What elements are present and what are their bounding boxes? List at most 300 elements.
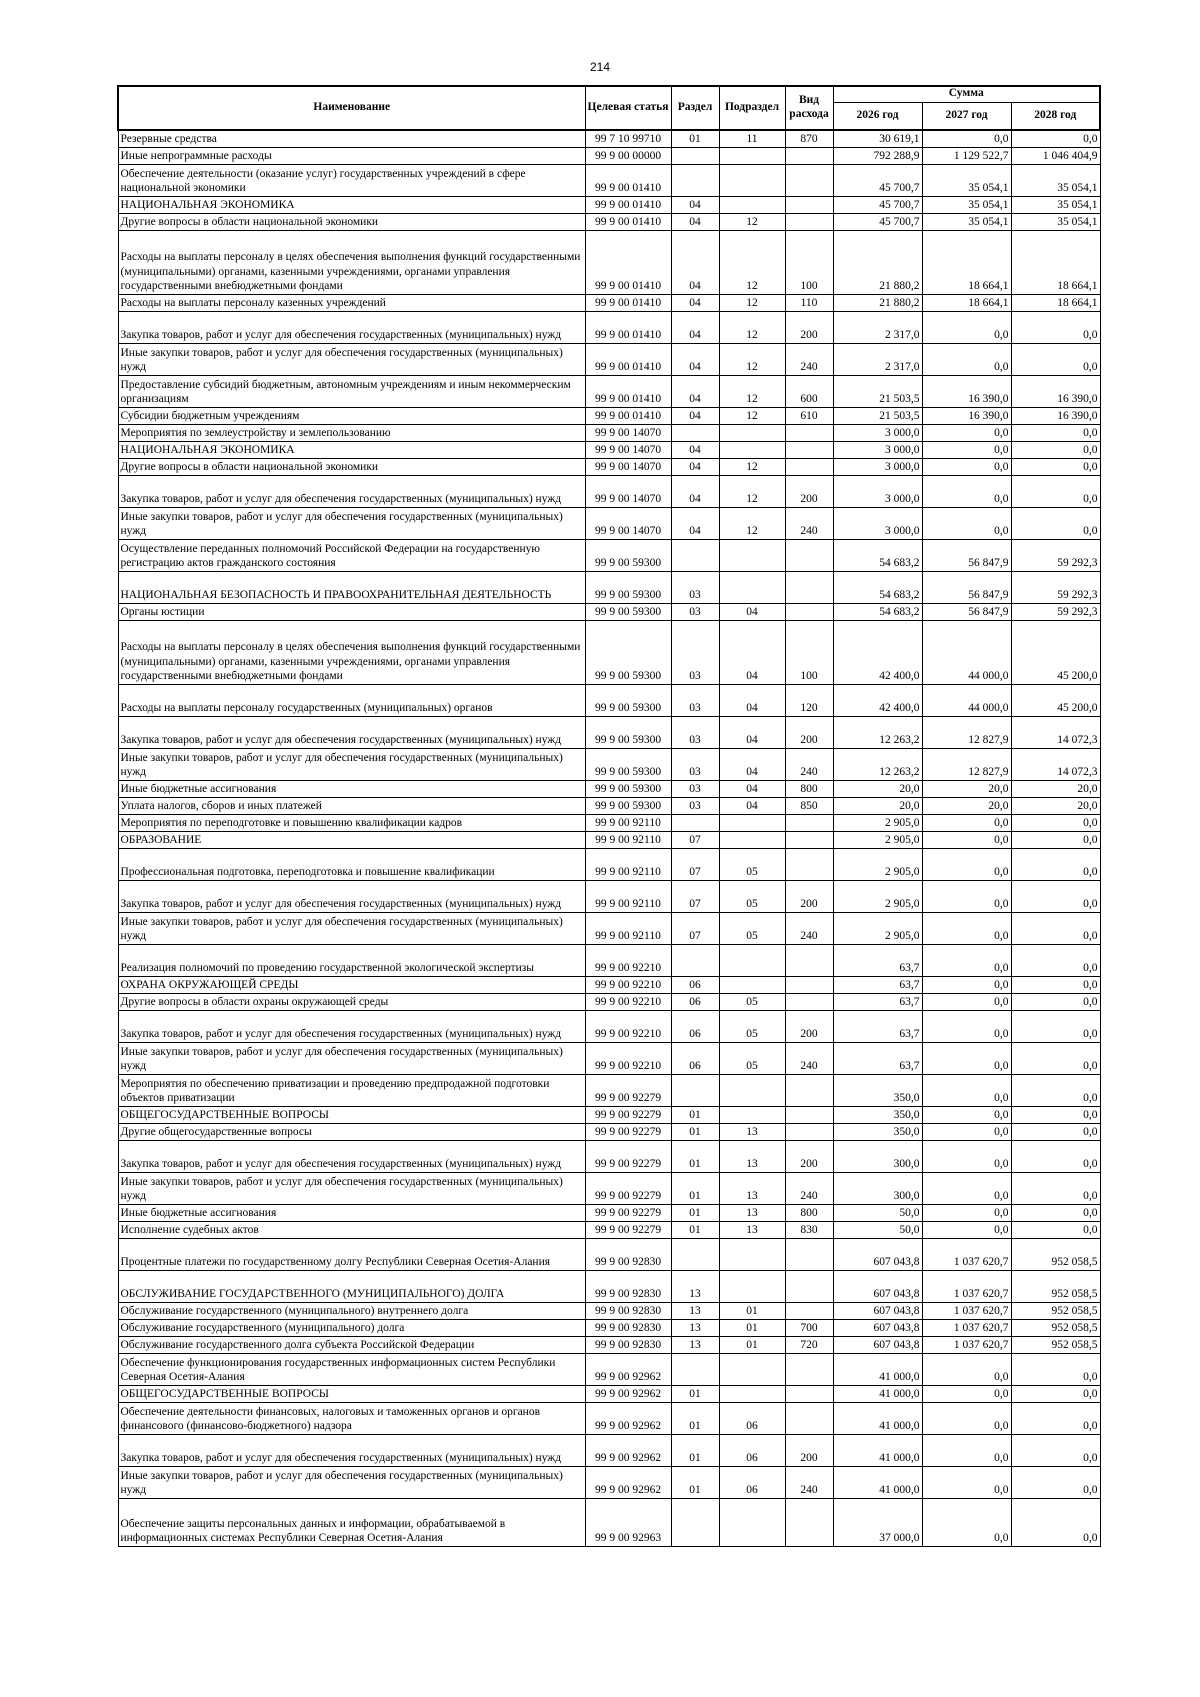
table-row	[118, 1466, 1100, 1498]
row-razdel: 03	[671, 620, 719, 684]
row-name: Исполнение судебных актов	[118, 1221, 585, 1238]
row-razdel: 04	[671, 458, 719, 475]
row-sum-2027: 20,0	[922, 797, 1011, 814]
row-sum-2027: 0,0	[922, 1434, 1011, 1466]
row-razdel: 03	[671, 748, 719, 780]
row-target-code: 99 9 00 01410	[585, 375, 671, 407]
row-sum-2028: 0,0	[1011, 1204, 1100, 1221]
row-vid	[785, 571, 833, 603]
row-vid	[785, 848, 833, 880]
row-sum-2028: 20,0	[1011, 797, 1100, 814]
row-name: Предоставление субсидий бюджетным, автономным учреждениям и иным некоммерческим организациям	[118, 375, 585, 407]
table-row	[118, 407, 1100, 424]
row-sum-2028: 0,0	[1011, 831, 1100, 848]
row-podrazdel: 12	[719, 230, 785, 294]
header-vid: Вид расхода	[785, 86, 833, 130]
row-sum-2026: 300,0	[833, 1172, 922, 1204]
row-podrazdel	[719, 814, 785, 831]
header-2028: 2028 год	[1011, 102, 1100, 130]
row-sum-2027: 0,0	[922, 343, 1011, 375]
table-row	[118, 164, 1100, 196]
table-row	[118, 944, 1100, 976]
row-sum-2028: 0,0	[1011, 814, 1100, 831]
row-sum-2026: 607 043,8	[833, 1319, 922, 1336]
row-sum-2027: 1 129 522,7	[922, 147, 1011, 164]
row-name: Закупка товаров, работ и услуг для обеспечения государственных (муниципальных) нужд	[118, 311, 585, 343]
row-sum-2027: 35 054,1	[922, 164, 1011, 196]
row-razdel: 01	[671, 1466, 719, 1498]
row-sum-2027: 35 054,1	[922, 213, 1011, 230]
table-row	[118, 1106, 1100, 1123]
row-podrazdel: 13	[719, 1204, 785, 1221]
row-target-code: 99 9 00 59300	[585, 620, 671, 684]
row-razdel: 06	[671, 1010, 719, 1042]
row-sum-2026: 42 400,0	[833, 620, 922, 684]
row-sum-2026: 63,7	[833, 993, 922, 1010]
row-target-code: 99 9 00 92830	[585, 1270, 671, 1302]
row-podrazdel: 12	[719, 458, 785, 475]
row-podrazdel: 06	[719, 1466, 785, 1498]
table-row	[118, 1172, 1100, 1204]
row-razdel: 04	[671, 311, 719, 343]
row-vid	[785, 458, 833, 475]
header-2026: 2026 год	[833, 102, 922, 130]
row-razdel: 06	[671, 993, 719, 1010]
row-vid: 200	[785, 1434, 833, 1466]
row-sum-2028: 20,0	[1011, 780, 1100, 797]
row-podrazdel	[719, 1498, 785, 1546]
row-name: ОБЩЕГОСУДАРСТВЕННЫЕ ВОПРОСЫ	[118, 1385, 585, 1402]
row-name: НАЦИОНАЛЬНАЯ БЕЗОПАСНОСТЬ И ПРАВООХРАНИТЕЛЬНАЯ ДЕЯТЕЛЬНОСТЬ	[118, 571, 585, 603]
row-sum-2028: 0,0	[1011, 993, 1100, 1010]
row-razdel: 07	[671, 831, 719, 848]
row-vid	[785, 424, 833, 441]
table-row	[118, 213, 1100, 230]
header-name: Наименование	[118, 86, 585, 130]
row-vid	[785, 1238, 833, 1270]
row-sum-2027: 12 827,9	[922, 716, 1011, 748]
row-vid	[785, 1270, 833, 1302]
row-podrazdel: 04	[719, 620, 785, 684]
row-sum-2026: 50,0	[833, 1221, 922, 1238]
row-vid	[785, 1302, 833, 1319]
row-name: Обеспечение защиты персональных данных и информации, обрабатываемой в информационных системах Республики Северная Осетия-Алания	[118, 1498, 585, 1546]
row-sum-2028: 0,0	[1011, 1402, 1100, 1434]
row-razdel: 03	[671, 797, 719, 814]
row-name: Субсидии бюджетным учреждениям	[118, 407, 585, 424]
row-vid: 870	[785, 130, 833, 147]
row-sum-2028: 35 054,1	[1011, 164, 1100, 196]
budget-table	[117, 85, 1101, 1547]
row-vid: 100	[785, 620, 833, 684]
row-sum-2027: 0,0	[922, 1385, 1011, 1402]
table-row	[118, 1402, 1100, 1434]
row-sum-2027: 16 390,0	[922, 375, 1011, 407]
row-target-code: 99 9 00 92962	[585, 1434, 671, 1466]
table-row	[118, 1221, 1100, 1238]
row-name: Расходы на выплаты персоналу казенных учреждений	[118, 294, 585, 311]
row-name: Закупка товаров, работ и услуг для обеспечения государственных (муниципальных) нужд	[118, 1434, 585, 1466]
row-target-code: 99 9 00 01410	[585, 164, 671, 196]
row-vid	[785, 441, 833, 458]
row-razdel: 03	[671, 684, 719, 716]
row-name: Закупка товаров, работ и услуг для обеспечения государственных (муниципальных) нужд	[118, 716, 585, 748]
table-row	[118, 441, 1100, 458]
table-row	[118, 976, 1100, 993]
table-row	[118, 1353, 1100, 1385]
row-razdel	[671, 1074, 719, 1106]
row-target-code: 99 9 00 01410	[585, 213, 671, 230]
row-razdel: 07	[671, 912, 719, 944]
row-sum-2027: 0,0	[922, 1140, 1011, 1172]
row-name: Процентные платежи по государственному долгу Республики Северная Осетия-Алания	[118, 1238, 585, 1270]
row-name: Иные бюджетные ассигнования	[118, 1204, 585, 1221]
row-sum-2027: 0,0	[922, 1466, 1011, 1498]
table-row	[118, 603, 1100, 620]
table-row	[118, 424, 1100, 441]
row-name: Закупка товаров, работ и услуг для обеспечения государственных (муниципальных) нужд	[118, 1140, 585, 1172]
row-target-code: 99 9 00 92279	[585, 1123, 671, 1140]
row-target-code: 99 9 00 92962	[585, 1385, 671, 1402]
row-sum-2027: 18 664,1	[922, 294, 1011, 311]
row-name: Закупка товаров, работ и услуг для обеспечения государственных (муниципальных) нужд	[118, 475, 585, 507]
row-razdel: 01	[671, 1402, 719, 1434]
row-razdel: 04	[671, 375, 719, 407]
row-vid	[785, 1385, 833, 1402]
table-row	[118, 1140, 1100, 1172]
row-podrazdel	[719, 1270, 785, 1302]
row-sum-2026: 2 905,0	[833, 848, 922, 880]
row-name: Иные непрограммные расходы	[118, 147, 585, 164]
row-target-code: 99 9 00 59300	[585, 780, 671, 797]
row-name: ОБЩЕГОСУДАРСТВЕННЫЕ ВОПРОСЫ	[118, 1106, 585, 1123]
row-name: Другие вопросы в области охраны окружающей среды	[118, 993, 585, 1010]
row-razdel: 07	[671, 848, 719, 880]
row-vid	[785, 196, 833, 213]
row-razdel	[671, 814, 719, 831]
row-target-code: 99 9 00 92210	[585, 993, 671, 1010]
row-sum-2026: 41 000,0	[833, 1434, 922, 1466]
table-row	[118, 620, 1100, 684]
table-row	[118, 1270, 1100, 1302]
row-target-code: 99 9 00 92210	[585, 976, 671, 993]
row-sum-2026: 50,0	[833, 1204, 922, 1221]
row-vid	[785, 603, 833, 620]
row-sum-2028: 0,0	[1011, 1353, 1100, 1385]
row-name: НАЦИОНАЛЬНАЯ ЭКОНОМИКА	[118, 441, 585, 458]
row-podrazdel	[719, 424, 785, 441]
row-sum-2026: 3 000,0	[833, 475, 922, 507]
row-name: Мероприятия по переподготовке и повышению квалификации кадров	[118, 814, 585, 831]
row-name: Иные бюджетные ассигнования	[118, 780, 585, 797]
row-vid	[785, 147, 833, 164]
row-vid: 610	[785, 407, 833, 424]
table-row	[118, 1204, 1100, 1221]
row-target-code: 99 9 00 92279	[585, 1172, 671, 1204]
row-sum-2026: 21 880,2	[833, 294, 922, 311]
row-razdel: 03	[671, 603, 719, 620]
table-row	[118, 539, 1100, 571]
row-sum-2028: 18 664,1	[1011, 230, 1100, 294]
row-sum-2028: 16 390,0	[1011, 407, 1100, 424]
row-sum-2026: 3 000,0	[833, 458, 922, 475]
row-razdel: 13	[671, 1302, 719, 1319]
table-row	[118, 1074, 1100, 1106]
row-name: Обеспечение функционирования государственных информационных систем Республики Северная Осетия-Алания	[118, 1353, 585, 1385]
row-podrazdel	[719, 196, 785, 213]
table-row	[118, 797, 1100, 814]
row-razdel: 13	[671, 1270, 719, 1302]
row-vid: 240	[785, 748, 833, 780]
row-target-code: 99 9 00 01410	[585, 230, 671, 294]
row-sum-2028: 0,0	[1011, 1106, 1100, 1123]
row-sum-2026: 12 263,2	[833, 716, 922, 748]
row-razdel: 04	[671, 441, 719, 458]
row-vid: 240	[785, 1466, 833, 1498]
row-razdel: 04	[671, 407, 719, 424]
row-name: ОХРАНА ОКРУЖАЮЩЕЙ СРЕДЫ	[118, 976, 585, 993]
row-sum-2027: 0,0	[922, 831, 1011, 848]
row-podrazdel: 05	[719, 912, 785, 944]
row-razdel: 03	[671, 780, 719, 797]
row-sum-2026: 2 905,0	[833, 912, 922, 944]
row-podrazdel	[719, 1238, 785, 1270]
table-row	[118, 375, 1100, 407]
row-sum-2027: 0,0	[922, 1010, 1011, 1042]
row-sum-2027: 56 847,9	[922, 539, 1011, 571]
row-vid: 720	[785, 1336, 833, 1353]
row-sum-2027: 56 847,9	[922, 603, 1011, 620]
row-sum-2028: 0,0	[1011, 343, 1100, 375]
row-target-code: 99 9 00 59300	[585, 716, 671, 748]
row-vid: 850	[785, 797, 833, 814]
row-sum-2028: 0,0	[1011, 944, 1100, 976]
table-row	[118, 684, 1100, 716]
row-target-code: 99 9 00 92110	[585, 831, 671, 848]
row-razdel: 01	[671, 1221, 719, 1238]
row-sum-2026: 20,0	[833, 780, 922, 797]
row-vid	[785, 539, 833, 571]
row-vid	[785, 831, 833, 848]
row-sum-2026: 63,7	[833, 1042, 922, 1074]
row-sum-2026: 30 619,1	[833, 130, 922, 147]
row-podrazdel: 11	[719, 130, 785, 147]
row-podrazdel: 12	[719, 375, 785, 407]
row-sum-2026: 607 043,8	[833, 1336, 922, 1353]
row-sum-2028: 0,0	[1011, 130, 1100, 147]
row-sum-2026: 42 400,0	[833, 684, 922, 716]
row-vid: 800	[785, 1204, 833, 1221]
row-vid	[785, 164, 833, 196]
header-sum: Сумма	[833, 86, 1100, 102]
row-podrazdel: 04	[719, 780, 785, 797]
row-vid	[785, 814, 833, 831]
row-vid: 200	[785, 716, 833, 748]
table-body	[118, 130, 1100, 1546]
row-sum-2026: 792 288,9	[833, 147, 922, 164]
row-target-code: 99 7 10 99710	[585, 130, 671, 147]
row-podrazdel: 13	[719, 1140, 785, 1172]
row-target-code: 99 9 00 92210	[585, 1042, 671, 1074]
row-target-code: 99 9 00 14070	[585, 441, 671, 458]
header-podrazdel: Подраздел	[719, 86, 785, 130]
row-sum-2026: 2 905,0	[833, 880, 922, 912]
row-vid	[785, 944, 833, 976]
row-target-code: 99 9 00 92110	[585, 814, 671, 831]
row-sum-2028: 0,0	[1011, 912, 1100, 944]
row-podrazdel: 05	[719, 1042, 785, 1074]
row-sum-2027: 35 054,1	[922, 196, 1011, 213]
row-target-code: 99 9 00 92963	[585, 1498, 671, 1546]
row-razdel	[671, 424, 719, 441]
row-name: Иные закупки товаров, работ и услуг для обеспечения государственных (муниципальных) нужд	[118, 1042, 585, 1074]
header-target: Целевая статья	[585, 86, 671, 130]
row-sum-2028: 0,0	[1011, 880, 1100, 912]
row-razdel	[671, 164, 719, 196]
row-vid: 600	[785, 375, 833, 407]
row-name: Закупка товаров, работ и услуг для обеспечения государственных (муниципальных) нужд	[118, 880, 585, 912]
row-sum-2028: 0,0	[1011, 1140, 1100, 1172]
page-number: 214	[589, 60, 611, 74]
row-target-code: 99 9 00 14070	[585, 458, 671, 475]
row-sum-2026: 41 000,0	[833, 1385, 922, 1402]
row-name: Расходы на выплаты персоналу в целях обеспечения выполнения функций государственными (муниципальными) органами, казенными учреждениями, органами управления государственными внебюджетными фондами	[118, 620, 585, 684]
row-sum-2028: 0,0	[1011, 458, 1100, 475]
row-vid	[785, 976, 833, 993]
row-sum-2027: 0,0	[922, 1353, 1011, 1385]
row-podrazdel: 13	[719, 1123, 785, 1140]
row-sum-2028: 952 058,5	[1011, 1336, 1100, 1353]
row-name: Обслуживание государственного (муниципального) долга	[118, 1319, 585, 1336]
row-sum-2028: 0,0	[1011, 1172, 1100, 1204]
row-sum-2028: 0,0	[1011, 1042, 1100, 1074]
row-podrazdel	[719, 1074, 785, 1106]
row-sum-2028: 35 054,1	[1011, 213, 1100, 230]
row-target-code: 99 9 00 92279	[585, 1074, 671, 1106]
row-vid: 200	[785, 475, 833, 507]
row-sum-2026: 300,0	[833, 1140, 922, 1172]
row-name: Обслуживание государственного долга субъекта Российской Федерации	[118, 1336, 585, 1353]
row-vid	[785, 213, 833, 230]
row-sum-2026: 63,7	[833, 1010, 922, 1042]
row-target-code: 99 9 00 92279	[585, 1140, 671, 1172]
row-vid	[785, 1074, 833, 1106]
row-sum-2027: 0,0	[922, 130, 1011, 147]
row-sum-2026: 2 905,0	[833, 814, 922, 831]
row-target-code: 99 9 00 92830	[585, 1302, 671, 1319]
row-name: Уплата налогов, сборов и иных платежей	[118, 797, 585, 814]
row-razdel: 04	[671, 196, 719, 213]
table-row	[118, 748, 1100, 780]
row-target-code: 99 9 00 92830	[585, 1319, 671, 1336]
row-sum-2026: 54 683,2	[833, 539, 922, 571]
row-vid: 240	[785, 912, 833, 944]
row-sum-2028: 0,0	[1011, 507, 1100, 539]
row-sum-2027: 1 037 620,7	[922, 1238, 1011, 1270]
row-sum-2028: 0,0	[1011, 311, 1100, 343]
row-sum-2028: 0,0	[1011, 976, 1100, 993]
row-target-code: 99 9 00 92210	[585, 1010, 671, 1042]
row-razdel: 07	[671, 880, 719, 912]
row-razdel	[671, 944, 719, 976]
row-podrazdel	[719, 441, 785, 458]
table-row	[118, 880, 1100, 912]
row-target-code: 99 9 00 59300	[585, 571, 671, 603]
header-2027: 2027 год	[922, 102, 1011, 130]
row-name: Обеспечение деятельности финансовых, налоговых и таможенных органов и органов финансового (финансово-бюджетного) надзора	[118, 1402, 585, 1434]
row-sum-2027: 0,0	[922, 441, 1011, 458]
row-razdel: 06	[671, 1042, 719, 1074]
row-target-code: 99 9 00 92830	[585, 1238, 671, 1270]
table-row	[118, 831, 1100, 848]
row-razdel: 13	[671, 1336, 719, 1353]
row-name: Иные закупки товаров, работ и услуг для обеспечения государственных (муниципальных) нужд	[118, 1466, 585, 1498]
row-name: Обеспечение деятельности (оказание услуг) государственных учреждений в сфере национальной экономики	[118, 164, 585, 196]
row-target-code: 99 9 00 92110	[585, 880, 671, 912]
table-row	[118, 130, 1100, 147]
row-name: Иные закупки товаров, работ и услуг для обеспечения государственных (муниципальных) нужд	[118, 507, 585, 539]
row-name: Расходы на выплаты персоналу государственных (муниципальных) органов	[118, 684, 585, 716]
row-name: Иные закупки товаров, работ и услуг для обеспечения государственных (муниципальных) нужд	[118, 912, 585, 944]
row-sum-2028: 0,0	[1011, 441, 1100, 458]
row-sum-2028: 0,0	[1011, 1221, 1100, 1238]
row-sum-2027: 0,0	[922, 458, 1011, 475]
row-razdel	[671, 1238, 719, 1270]
row-sum-2026: 63,7	[833, 976, 922, 993]
row-sum-2026: 3 000,0	[833, 424, 922, 441]
row-sum-2028: 59 292,3	[1011, 603, 1100, 620]
row-name: Резервные средства	[118, 130, 585, 147]
row-sum-2026: 54 683,2	[833, 603, 922, 620]
row-target-code: 99 9 00 92962	[585, 1353, 671, 1385]
row-target-code: 99 9 00 01410	[585, 294, 671, 311]
row-name: Иные закупки товаров, работ и услуг для обеспечения государственных (муниципальных) нужд	[118, 343, 585, 375]
row-name: Иные закупки товаров, работ и услуг для обеспечения государственных (муниципальных) нужд	[118, 1172, 585, 1204]
row-target-code: 99 9 00 01410	[585, 196, 671, 213]
row-sum-2027: 0,0	[922, 848, 1011, 880]
row-podrazdel: 04	[719, 603, 785, 620]
row-sum-2027: 0,0	[922, 1042, 1011, 1074]
row-podrazdel: 04	[719, 748, 785, 780]
row-podrazdel	[719, 571, 785, 603]
row-razdel: 01	[671, 1172, 719, 1204]
table-header	[118, 86, 1100, 130]
row-sum-2026: 45 700,7	[833, 213, 922, 230]
row-sum-2026: 607 043,8	[833, 1302, 922, 1319]
row-podrazdel	[719, 976, 785, 993]
table-row	[118, 1238, 1100, 1270]
row-podrazdel: 04	[719, 797, 785, 814]
row-target-code: 99 9 00 14070	[585, 507, 671, 539]
row-razdel: 06	[671, 976, 719, 993]
row-name: Органы юстиции	[118, 603, 585, 620]
row-vid	[785, 1402, 833, 1434]
table-row	[118, 230, 1100, 294]
row-razdel	[671, 1498, 719, 1546]
row-vid: 110	[785, 294, 833, 311]
row-name: ОБРАЗОВАНИЕ	[118, 831, 585, 848]
row-target-code: 99 9 00 01410	[585, 343, 671, 375]
row-podrazdel	[719, 1385, 785, 1402]
row-name: Мероприятия по землеустройству и землепользованию	[118, 424, 585, 441]
row-name: ОБСЛУЖИВАНИЕ ГОСУДАРСТВЕННОГО (МУНИЦИПАЛЬНОГО) ДОЛГА	[118, 1270, 585, 1302]
row-name: Иные закупки товаров, работ и услуг для обеспечения государственных (муниципальных) нужд	[118, 748, 585, 780]
row-razdel: 04	[671, 343, 719, 375]
row-name: Другие вопросы в области национальной экономики	[118, 458, 585, 475]
row-sum-2026: 2 317,0	[833, 343, 922, 375]
row-sum-2026: 45 700,7	[833, 164, 922, 196]
row-target-code: 99 9 00 59300	[585, 539, 671, 571]
